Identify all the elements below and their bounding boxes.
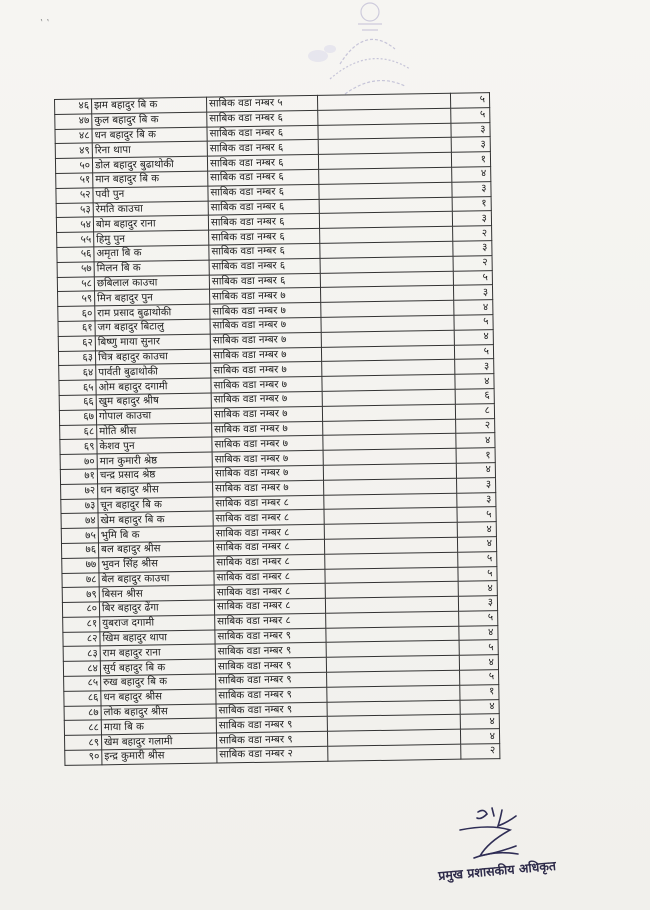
blank-cell [328, 744, 461, 761]
ward-cell: साबिक वडा नम्बर ८ [213, 539, 324, 556]
serial-number-cell: ६८ [60, 424, 97, 439]
quantity-cell: १ [451, 152, 490, 167]
name-cell: रुख बहादुर बि क [101, 674, 216, 691]
quantity-cell: ५ [450, 93, 489, 108]
quantity-cell: ५ [459, 610, 498, 625]
quantity-cell: ३ [452, 181, 491, 196]
quantity-cell: १ [452, 196, 491, 211]
ward-cell: साबिक वडा नम्बर ९ [216, 702, 327, 719]
serial-number-cell: ५१ [56, 173, 93, 188]
name-cell: बोम बहादुर राना [93, 215, 208, 232]
ward-cell: साबिक वडा नम्बर ८ [213, 524, 324, 541]
serial-number-cell: ७२ [61, 484, 98, 499]
corner-mark: ‛ ‛ [40, 18, 50, 29]
name-cell: धन बहादुर श्रीस [101, 689, 216, 706]
name-cell: रिना थापा [92, 141, 207, 158]
serial-number-cell: ८८ [64, 720, 101, 735]
ward-cell: साबिक वडा नम्बर ७ [210, 288, 321, 305]
name-cell: भुवन सिंह श्रीस [99, 556, 214, 573]
name-cell: कुल बहादुर बि क [92, 112, 207, 129]
ward-cell: साबिक वडा नम्बर ६ [208, 169, 319, 186]
name-cell: माया बि क [101, 718, 216, 735]
serial-number-cell: ७६ [61, 543, 98, 558]
serial-number-cell: ५४ [56, 217, 93, 232]
serial-number-cell: ५७ [57, 262, 94, 277]
ward-cell: साबिक वडा नम्बर ६ [208, 214, 319, 231]
ward-cell: साबिक वडा नम्बर ७ [210, 347, 321, 364]
ward-cell: साबिक वडा नम्बर ७ [212, 421, 323, 438]
name-cell: मान बहादुर बि क [93, 171, 208, 188]
serial-number-cell: ६५ [59, 380, 96, 395]
name-cell: चन्द्र प्रसाद श्रेष्ठ [97, 467, 212, 484]
serial-number-cell: ८५ [64, 676, 101, 691]
name-cell: खिम बहादुर थापा [100, 630, 215, 647]
ward-cell: साबिक वडा नम्बर ६ [207, 125, 318, 142]
serial-number-cell: ४६ [55, 99, 92, 114]
serial-number-cell: ५८ [57, 276, 94, 291]
ward-cell: साबिक वडा नम्बर ८ [214, 584, 325, 601]
quantity-cell: ४ [460, 699, 499, 714]
ward-cell: साबिक वडा नम्बर ८ [214, 569, 325, 586]
ward-cell: साबिक वडा नम्बर ६ [209, 273, 320, 290]
office-stamp-logo [300, 0, 430, 104]
ward-cell: साबिक वडा नम्बर ७ [210, 317, 321, 334]
ward-cell: साबिक वडा नम्बर ६ [207, 110, 318, 127]
serial-number-cell: ७७ [62, 558, 99, 573]
name-cell: इन्द्र कुमारी श्रीस [102, 748, 217, 765]
ward-cell: साबिक वडा नम्बर ६ [208, 184, 319, 201]
serial-number-cell: ६७ [59, 410, 96, 425]
name-cell: मिलन बि क [94, 260, 209, 277]
serial-number-cell: ५२ [56, 188, 93, 203]
serial-number-cell: ६४ [59, 365, 96, 380]
serial-number-cell: ६३ [58, 350, 95, 365]
ward-cell: साबिक वडा नम्बर ९ [216, 687, 327, 704]
quantity-cell: ४ [459, 625, 498, 640]
quantity-cell: ३ [455, 359, 494, 374]
quantity-cell: १ [456, 448, 495, 463]
quantity-cell: ४ [460, 729, 499, 744]
serial-number-cell: ८६ [64, 691, 101, 706]
name-cell: बिर बहादुर ढेंगा [99, 600, 214, 617]
quantity-cell: ४ [459, 655, 498, 670]
quantity-cell: ५ [453, 270, 492, 285]
serial-number-cell: ५९ [58, 291, 95, 306]
ward-cell: साबिक वडा नम्बर ६ [209, 229, 320, 246]
ward-cell: साबिक वडा नम्बर ९ [215, 658, 326, 675]
ward-cell: साबिक वडा नम्बर ६ [209, 243, 320, 260]
ward-cell: साबिक वडा नम्बर ९ [215, 643, 326, 660]
name-cell: भुमि बि क [98, 526, 213, 543]
ward-cell: साबिक वडा नम्बर ८ [213, 495, 324, 512]
quantity-cell: ३ [451, 122, 490, 137]
serial-number-cell: ८१ [63, 617, 100, 632]
ward-cell: साबिक वडा नम्बर ८ [215, 613, 326, 630]
name-cell: बिष्णु माया सुनार [95, 334, 210, 351]
name-cell: बिसन श्रीस [99, 585, 214, 602]
quantity-cell: ४ [454, 300, 493, 315]
name-cell: बेल बहादुर काउचा [99, 571, 214, 588]
name-cell: पवी पुन [93, 186, 208, 203]
name-cell: बल बहादुर श्रीस [98, 541, 213, 558]
ward-cell: साबिक वडा नम्बर ७ [213, 480, 324, 497]
name-cell: राम बहादुर राना [100, 645, 215, 662]
ward-cell: साबिक वडा नम्बर ९ [216, 732, 327, 749]
serial-number-cell: ७१ [60, 469, 97, 484]
name-cell: राम प्रसाद बुढाथोकी [95, 304, 210, 321]
name-cell: सुर्य बहादुर बि क [100, 659, 215, 676]
name-cell: डोल बहादुर बुढाथोकी [92, 156, 207, 173]
quantity-cell: ५ [451, 107, 490, 122]
ward-cell: साबिक वडा नम्बर ९ [216, 717, 327, 734]
ward-cell: साबिक वडा नम्बर ७ [211, 406, 322, 423]
serial-number-cell: ४८ [55, 129, 92, 144]
serial-number-cell: ४९ [55, 143, 92, 158]
serial-number-cell: ८२ [63, 632, 100, 647]
quantity-cell: ४ [460, 714, 499, 729]
serial-number-cell: ८३ [63, 646, 100, 661]
quantity-cell: २ [453, 226, 492, 241]
beneficiary-table [54, 92, 500, 766]
name-cell: अमृता बि क [94, 245, 209, 262]
ward-cell: साबिक वडा नम्बर ९ [216, 672, 327, 689]
quantity-cell: ३ [452, 211, 491, 226]
serial-number-cell: ७५ [61, 528, 98, 543]
serial-number-cell: ६६ [59, 395, 96, 410]
serial-number-cell: ४७ [55, 114, 92, 129]
ward-cell: साबिक वडा नम्बर ६ [207, 140, 318, 157]
name-cell: खुम बहादुर श्रीष [96, 393, 211, 410]
quantity-cell: २ [456, 418, 495, 433]
ward-cell: साबिक वडा नम्बर ९ [215, 628, 326, 645]
quantity-cell: ८ [455, 403, 494, 418]
name-cell: मान कुमारी श्रेष्ठ [97, 452, 212, 469]
serial-number-cell: ७३ [61, 498, 98, 513]
quantity-cell: ५ [460, 670, 499, 685]
quantity-cell: ४ [454, 329, 493, 344]
quantity-cell: ६ [455, 389, 494, 404]
quantity-cell: २ [461, 744, 500, 759]
quantity-cell: ३ [453, 285, 492, 300]
name-cell: गोपाल काउचा [96, 408, 211, 425]
serial-number-cell: ५३ [56, 202, 93, 217]
quantity-cell: १ [460, 684, 499, 699]
name-cell: केशव पुन [97, 437, 212, 454]
name-cell: छबिलाल काउचा [94, 275, 209, 292]
quantity-cell: ५ [458, 551, 497, 566]
quantity-cell: ४ [458, 581, 497, 596]
ward-cell: साबिक वडा नम्बर ७ [210, 332, 321, 349]
name-cell: चून बहादुर बि क [98, 497, 213, 514]
serial-number-cell: ७९ [62, 587, 99, 602]
name-cell: पार्वती बुढाथोकी [96, 363, 211, 380]
name-cell: खेम बहादुर गलामी [101, 733, 216, 750]
quantity-cell: ५ [454, 344, 493, 359]
quantity-cell: ५ [458, 566, 497, 581]
ward-cell: साबिक वडा नम्बर ८ [214, 598, 325, 615]
ward-cell: साबिक वडा नम्बर ७ [212, 436, 323, 453]
quantity-cell: ३ [451, 137, 490, 152]
name-cell: झम बहादुर बि क [92, 97, 207, 114]
serial-number-cell: ९० [65, 750, 102, 765]
quantity-cell: ५ [459, 640, 498, 655]
beneficiary-table-body [55, 93, 500, 766]
serial-number-cell: ६१ [58, 321, 95, 336]
ward-cell: साबिक वडा नम्बर ७ [210, 302, 321, 319]
serial-number-cell: ५० [55, 158, 92, 173]
ward-cell: साबिक वडा नम्बर २ [217, 746, 328, 763]
ward-cell: साबिक वडा नम्बर ७ [211, 362, 322, 379]
quantity-cell: ३ [457, 477, 496, 492]
quantity-cell: ३ [453, 241, 492, 256]
ward-cell: साबिक वडा नम्बर ६ [208, 199, 319, 216]
ward-cell: साबिक वडा नम्बर ७ [211, 391, 322, 408]
serial-number-cell: ७४ [61, 513, 98, 528]
quantity-cell: ४ [457, 537, 496, 552]
ward-cell: साबिक वडा नम्बर ७ [211, 376, 322, 393]
serial-number-cell: ६९ [60, 439, 97, 454]
name-cell: मिन बहादुर पुन [95, 289, 210, 306]
serial-number-cell: ६० [58, 306, 95, 321]
name-cell: खेम बहादुर बि क [98, 511, 213, 528]
serial-number-cell: ८९ [65, 735, 102, 750]
serial-number-cell: ६२ [58, 336, 95, 351]
ward-cell: साबिक वडा नम्बर ६ [207, 155, 318, 172]
serial-number-cell: ७८ [62, 572, 99, 587]
quantity-cell: ३ [458, 596, 497, 611]
quantity-cell: ५ [457, 507, 496, 522]
serial-number-cell: ५६ [57, 247, 94, 262]
ward-cell: साबिक वडा नम्बर ७ [212, 450, 323, 467]
name-cell: जग बहादुर बिटालु [95, 319, 210, 336]
quantity-cell: ४ [457, 522, 496, 537]
quantity-cell: ४ [456, 433, 495, 448]
name-cell: लोक बहादुर श्रीस [101, 704, 216, 721]
ward-cell: साबिक वडा नम्बर ७ [212, 465, 323, 482]
serial-number-cell: ७० [60, 454, 97, 469]
name-cell: धन बहादुर बि क [92, 127, 207, 144]
quantity-cell: ३ [457, 492, 496, 507]
name-cell: युबराज दगामी [100, 615, 215, 632]
name-cell: धन बहादुर श्रीस [98, 482, 213, 499]
serial-number-cell: ८७ [64, 706, 101, 721]
quantity-cell: २ [453, 255, 492, 270]
ward-cell: साबिक वडा नम्बर ८ [214, 554, 325, 571]
name-cell: रेमति काउचा [93, 201, 208, 218]
ward-cell: साबिक वडा नम्बर ८ [213, 510, 324, 527]
name-cell: चित्र बहादुर काउचा [95, 349, 210, 366]
name-cell: मोति श्रीस [97, 423, 212, 440]
serial-number-cell: ८४ [63, 661, 100, 676]
quantity-cell: ४ [452, 167, 491, 182]
serial-number-cell: ८० [62, 602, 99, 617]
quantity-cell: ४ [455, 374, 494, 389]
name-cell: हिमु पुन [94, 230, 209, 247]
name-cell: ओम बहादुर दगामी [96, 378, 211, 395]
ward-cell: साबिक वडा नम्बर ५ [206, 95, 317, 112]
signatory-title: प्रमुख प्रशासकीय अधिकृत [437, 857, 557, 884]
ward-cell: साबिक वडा नम्बर ६ [209, 258, 320, 275]
beneficiary-table-wrapper [54, 92, 500, 766]
serial-number-cell: ५५ [57, 232, 94, 247]
quantity-cell: ४ [456, 463, 495, 478]
quantity-cell: ५ [454, 315, 493, 330]
